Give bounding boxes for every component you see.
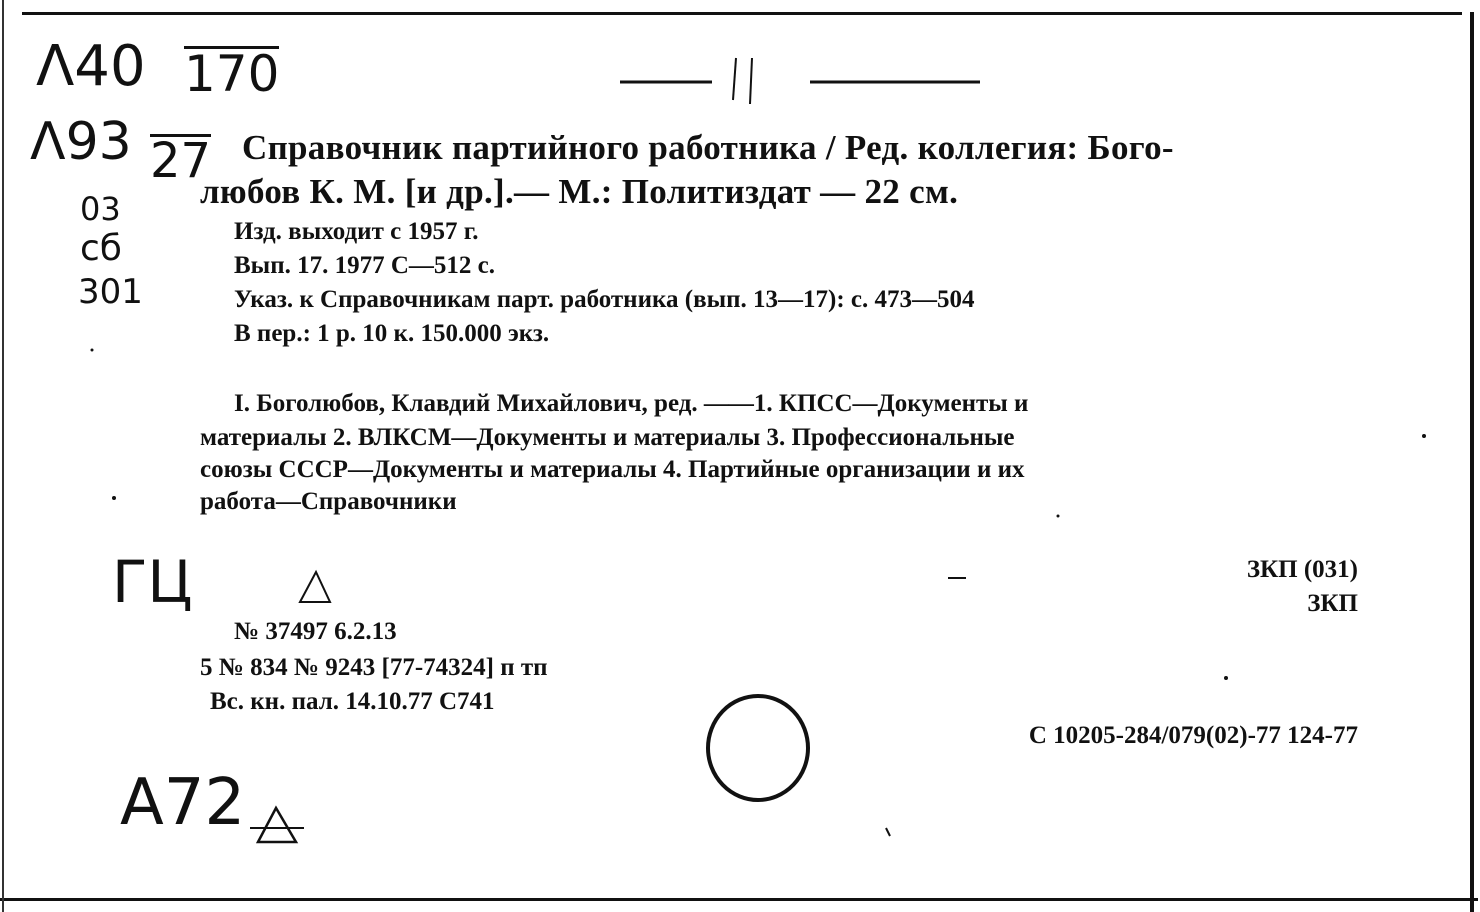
record-number-3: Вс. кн. пал. 14.10.77 С741 xyxy=(210,688,495,715)
handwritten-second-code: Λ93 xyxy=(30,112,132,172)
detail-line-4: В пер.: 1 р. 10 к. 150.000 экз. xyxy=(234,320,550,347)
title-line-1: Справочник партийного работника / Ред. коллегия: Бого- xyxy=(242,128,1174,167)
handwritten-bottom-code: А72 xyxy=(120,766,246,840)
detail-line-1: Изд. выходит с 1957 г. xyxy=(234,218,479,245)
subject-line-2: материалы 2. ВЛКСМ—Документы и материалы 3. Профессиональные xyxy=(200,424,1015,451)
speck-6 xyxy=(886,828,890,836)
handwritten-second-fraction: 27 xyxy=(150,133,212,189)
subject-line-4: работа—Справочники xyxy=(200,488,457,515)
speck-2 xyxy=(112,496,116,500)
detail-line-3: Указ. к Справочникам парт. работника (вып. 13—17): с. 473—504 xyxy=(234,286,975,313)
catalog-index: С 10205-284/079(02)-77 124-77 xyxy=(1028,722,1358,749)
record-number-1: № 37497 6.2.13 xyxy=(234,618,397,645)
classification-code-1: ЗКП (031) xyxy=(1246,556,1358,583)
top-tick-1 xyxy=(733,58,736,100)
detail-line-2: Вып. 17. 1977 С—512 с. xyxy=(234,252,495,279)
handwritten-side-c: 301 xyxy=(78,272,143,312)
title-line-2: любов К. М. [и др.].— М.: Политиздат — 22 см. xyxy=(200,172,959,211)
speck-5 xyxy=(1057,515,1060,518)
speck-4 xyxy=(91,349,94,352)
subject-line-3: союзы СССР—Документы и материалы 4. Партийные организации и их xyxy=(200,456,1025,483)
handwritten-top-fraction: 170 xyxy=(184,45,280,103)
delta-mark-small xyxy=(300,572,330,602)
speck-3 xyxy=(1224,676,1228,680)
handwritten-side-a: 03 xyxy=(80,190,121,228)
handwritten-cyrillic-mark: ГЦ xyxy=(112,548,193,616)
speck-1 xyxy=(1422,434,1426,438)
handwritten-side-b: сб xyxy=(80,228,122,269)
classification-code-2: ЗКП xyxy=(1307,590,1358,617)
record-number-2: 5 № 834 № 9243 [77-74324] п тп xyxy=(200,654,548,681)
delta-mark-bottom xyxy=(258,808,296,842)
punch-hole-circle xyxy=(708,696,808,800)
handwritten-top-code: Λ40 xyxy=(36,34,146,99)
top-tick-2 xyxy=(750,58,752,104)
subject-line-1: I. Боголюбов, Клавдий Михайлович, ред. ——1. КПСС—Документы и xyxy=(234,390,1029,417)
